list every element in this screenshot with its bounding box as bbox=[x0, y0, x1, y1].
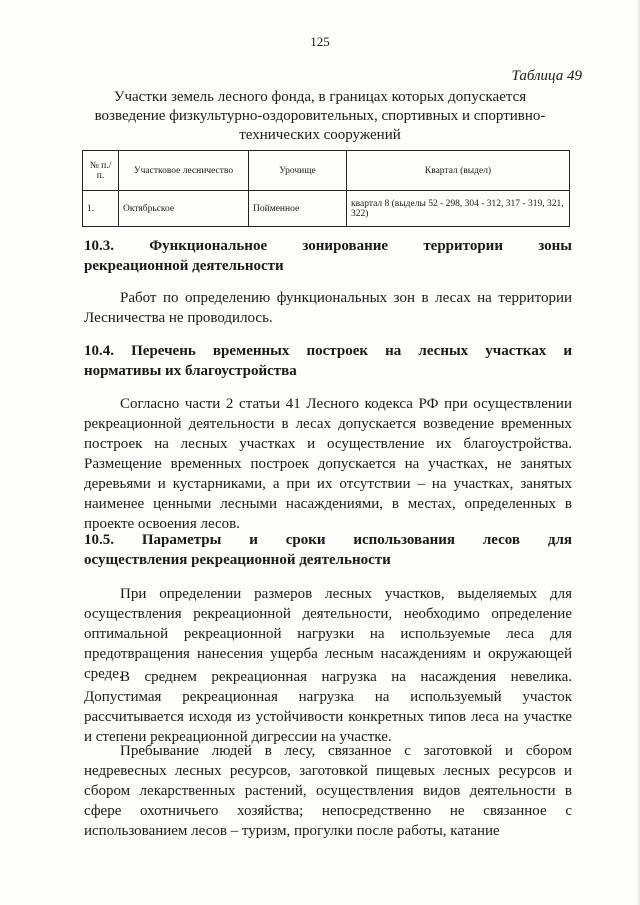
col-header-number: № п./п. bbox=[83, 151, 119, 191]
cell-tract: Пойменное bbox=[249, 191, 347, 227]
table-row bbox=[83, 191, 570, 227]
cell-number: 1. bbox=[83, 191, 119, 227]
heading-10-5-line1: 10.5. Параметры и сроки использования лесов для bbox=[84, 532, 572, 548]
heading-10-3-line1: 10.3. Функциональное зонирование территории зоны bbox=[84, 238, 572, 254]
forest-plots-table bbox=[82, 150, 570, 227]
paragraph-10-3: Работ по определению функциональных зон в лесах на территории Лесничества не проводилось. bbox=[84, 290, 572, 326]
col-header-quarter: Квартал (выдел) bbox=[347, 151, 570, 191]
heading-10-5 bbox=[84, 530, 572, 570]
table-label: Таблица 49 bbox=[511, 68, 582, 84]
heading-10-5-line2: осуществления рекреационной деятельности bbox=[84, 552, 391, 568]
heading-10-4-line1: 10.4. Перечень временных построек на лесных участках и bbox=[84, 343, 572, 359]
paragraph-10-5-1: При определении размеров лесных участков, выделяемых для осуществления рекреационной деятельности, необходимо определение оптимальной рекреационной нагрузки на используемые леса для предотвращения нанесения ущерба лесным насаждениям и окружающей среде. bbox=[84, 586, 572, 682]
cell-district: Октябрьское bbox=[119, 191, 249, 227]
paragraph-10-4: Согласно части 2 статьи 41 Лесного кодекса РФ при осуществлении рекреационной деятельности в лесах допускается возведение временных построек на лесных участках и осуществление их благоустройства. Размещение временных построек допускается на участках, не занятых деревьями и кустарниками, а при их отсутствии – на участках, занятых наименее ценными лесными насаждениями, в местах, определенных в проекте освоения лесов. bbox=[84, 396, 572, 532]
col-header-tract: Урочище bbox=[249, 151, 347, 191]
paragraph-10-5-2: В среднем рекреационная нагрузка на насаждения невелика. Допустимая рекреационная нагрузка на используемый участок рассчитывается исходя из устойчивости конкретных типов леса на участке и степени рекреационной дигрессии на участке. bbox=[84, 669, 572, 745]
heading-10-3 bbox=[84, 236, 572, 276]
scan-edge-shadow bbox=[636, 0, 640, 905]
heading-10-3-line2: рекреационной деятельности bbox=[84, 258, 284, 274]
table-header-row bbox=[83, 151, 570, 191]
col-header-district: Участковое лесничество bbox=[119, 151, 249, 191]
heading-10-4-line2: нормативы их благоустройства bbox=[84, 363, 297, 379]
paragraph-10-5-3: Пребывание людей в лесу, связанное с заготовкой и сбором недревесных лесных ресурсов, заготовкой пищевых лесных ресурсов и сбором лекарственных растений, осуществления видов деятельности в сфере охотничьего хозяйства; непосредственно не связанное с использованием лесов – туризм, прогулки после работы, катание bbox=[84, 743, 572, 839]
page-number: 125 bbox=[310, 34, 330, 49]
heading-10-4 bbox=[84, 341, 572, 381]
table-title: Участки земель лесного фонда, в границах которых допускается возведение физкультурно-оздоровительных, спортивных и спортивно-технических сооружений bbox=[94, 89, 546, 143]
cell-quarter: квартал 8 (выделы 52 - 298, 304 - 312, 317 - 319, 321, 322) bbox=[347, 191, 570, 227]
